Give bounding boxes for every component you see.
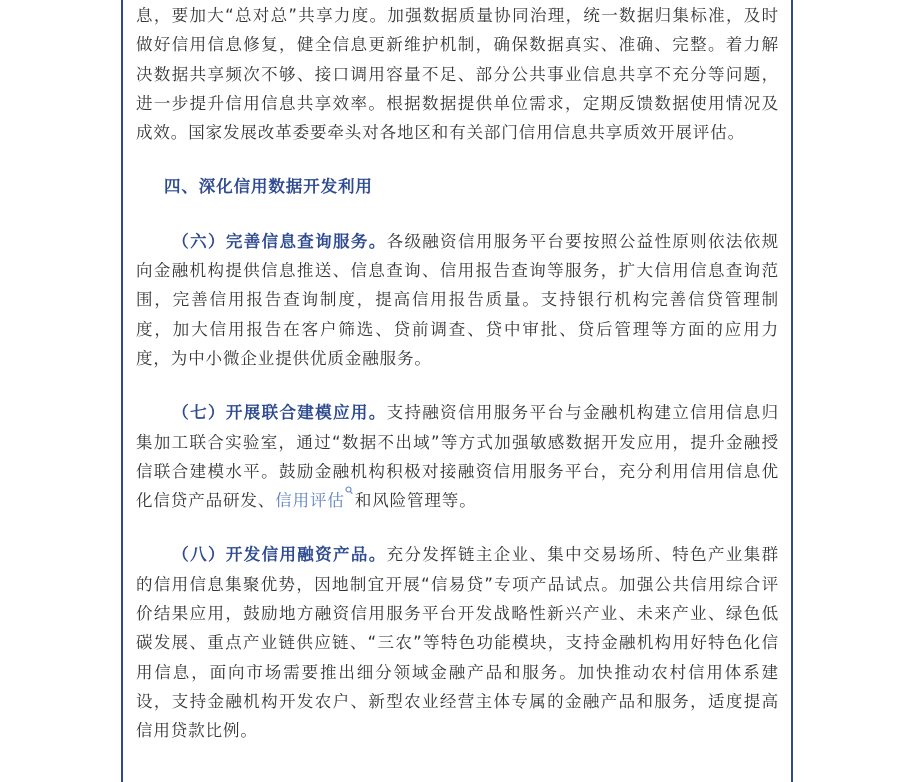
search-icon[interactable] [345, 486, 353, 498]
paragraph-item-8 [136, 540, 779, 745]
item-6-lead: （六）完善信息查询服务。 [172, 231, 387, 251]
intro-paragraph: 息，要加大“总对总”共享力度。加强数据质量协同治理，统一数据归集标准，及时做好信用信息修复，健全信息更新维护机制，确保数据真实、准确、完整。着力解决数据共享频次不够、接口调用容量不足、部分公共事业信息共享不充分等问题，进一步提升信用信息共享效率。根据数据提供单位需求，定期反馈数据使用情况及成效。国家发展改革委要牵头对各地区和有关部门信用信息共享质效开展评估。 [136, 6, 779, 143]
item-7-body-end: 和风险管理等。 [354, 491, 477, 511]
section-heading: 四、深化信用数据开发利用 [164, 177, 373, 197]
paragraph-item-7 [136, 398, 779, 515]
item-8-lead: （八）开发信用融资产品。 [172, 545, 387, 565]
article-body [136, 0, 779, 746]
item-7-body-start: 支持融资信用服务平台与金融机构建立信用信息归集加工联合实验室，通过“数据不出域”等方式加强敏感数据开发应用，提升金融授信联合建模水平。鼓励金融机构积极对接融资信用服务平台，充分利用信用信息优化信贷产品研发、 [136, 403, 779, 511]
item-6-body: 各级融资信用服务平台要按照公益性原则依法依规向金融机构提供信息推送、信息查询、信用报告查询等服务，扩大信用信息查询范围，完善信用报告查询制度，提高信用报告质量。支持银行机构完善信贷管理制度，加大信用报告在客户筛选、贷前调查、贷中审批、贷后管理等方面的应用力度，为中小微企业提供优质金融服务。 [136, 231, 779, 368]
item-8-body: 充分发挥链主企业、集中交易场所、特色产业集群的信用信息集聚优势，因地制宜开展“信易贷”专项产品试点。加强公共信用综合评价结果应用，鼓励地方融资信用服务平台开发战略性新兴产业、未来产业、绿色低碳发展、重点产业链供应链、“三农”等特色功能模块，支持金融机构用好特色化信用信息，面向市场需要推出细分领域金融产品和服务。加快推动农村信用体系建设，支持金融机构开发农户、新型农业经营主体专属的金融产品和服务，适度提高信用贷款比例。 [136, 545, 779, 741]
item-7-lead: （七）开展联合建模应用。 [172, 403, 387, 423]
paragraph-item-6 [136, 227, 779, 373]
credit-assessment-link[interactable]: 信用评估 [275, 491, 345, 511]
